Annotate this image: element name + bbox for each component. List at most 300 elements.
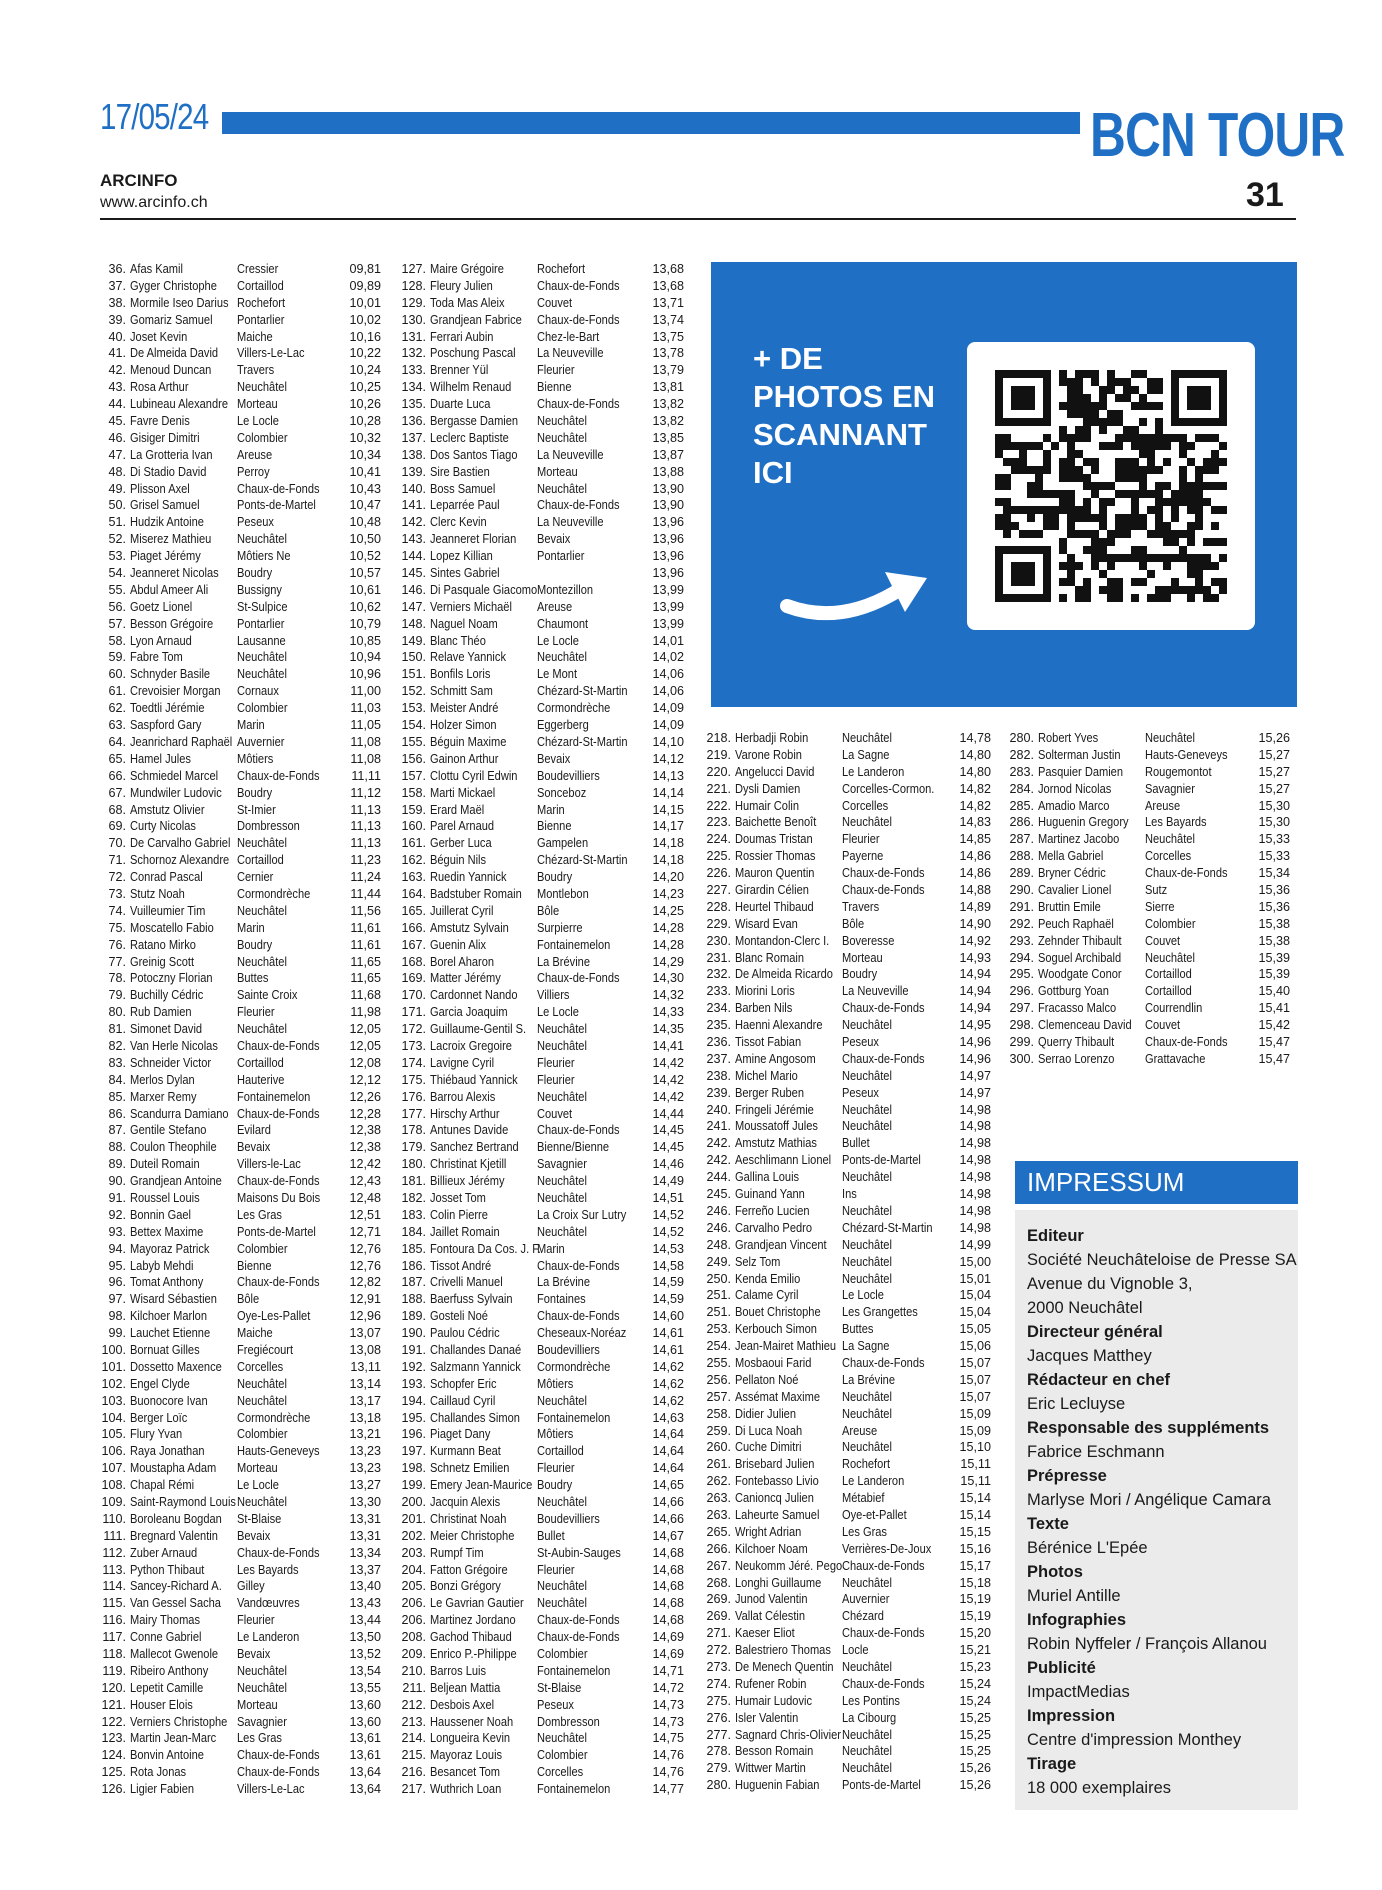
result-time: 14,94 bbox=[959, 1001, 991, 1016]
runner-city: Bienne bbox=[537, 819, 572, 834]
result-time: 13,37 bbox=[349, 1562, 381, 1577]
runner-name: Conne Gabriel bbox=[130, 1630, 202, 1645]
result-time: 13,34 bbox=[349, 1545, 381, 1560]
result-time: 14,13 bbox=[652, 768, 684, 783]
result-rank: 261. bbox=[706, 1457, 731, 1472]
result-row bbox=[400, 1258, 684, 1275]
result-time: 13,40 bbox=[349, 1579, 381, 1594]
result-time: 13,79 bbox=[652, 363, 684, 378]
result-rank: 53. bbox=[108, 549, 126, 564]
result-time: 12,43 bbox=[349, 1174, 381, 1189]
runner-name: Selz Tom bbox=[735, 1254, 781, 1269]
runner-city: Gampelen bbox=[537, 836, 589, 851]
result-rank: 212. bbox=[401, 1697, 426, 1712]
runner-name: Besson Romain bbox=[735, 1744, 814, 1759]
result-row bbox=[400, 1021, 684, 1038]
result-rank: 112. bbox=[102, 1545, 126, 1560]
photo-promo-box[interactable] bbox=[711, 262, 1297, 707]
result-rank: 199. bbox=[401, 1478, 426, 1493]
promo-text bbox=[753, 340, 953, 492]
runner-city: Colombier bbox=[537, 1647, 588, 1662]
publication-name: ARCINFO bbox=[100, 171, 178, 190]
runner-name: Berger Loïc bbox=[130, 1410, 188, 1425]
result-time: 11,05 bbox=[350, 718, 381, 733]
runner-city: Chaux-de-Fonds bbox=[237, 1106, 320, 1121]
result-row bbox=[100, 970, 381, 987]
runner-name: Peuch Raphaël bbox=[1038, 916, 1114, 931]
runner-name: Angelucci David bbox=[735, 764, 815, 779]
runner-name: Verniers Christophe bbox=[130, 1714, 228, 1729]
runner-city: Areuse bbox=[237, 447, 273, 462]
runner-city: Le Landeron bbox=[842, 764, 905, 779]
result-rank: 176. bbox=[401, 1089, 426, 1104]
result-row bbox=[400, 1562, 684, 1579]
result-rank: 68. bbox=[108, 802, 126, 817]
runner-name: Schneider Victor bbox=[130, 1055, 212, 1070]
result-rank: 100. bbox=[101, 1343, 126, 1357]
runner-city: Neuchâtel bbox=[842, 815, 892, 830]
result-rank: 111. bbox=[103, 1528, 126, 1543]
result-time: 12,38 bbox=[349, 1123, 381, 1138]
runner-city: Neuchâtel bbox=[237, 1495, 287, 1510]
runner-name: Salzmann Yannick bbox=[430, 1359, 521, 1374]
result-rank: 82. bbox=[108, 1038, 126, 1053]
result-time: 14,58 bbox=[652, 1258, 684, 1273]
runner-name: Bonzi Grégory bbox=[430, 1579, 501, 1594]
runner-name: Bonfils Loris bbox=[430, 667, 491, 682]
result-time: 13,50 bbox=[349, 1630, 381, 1645]
runner-city: Areuse bbox=[537, 599, 573, 614]
runner-city: Chaux-de-Fonds bbox=[237, 1765, 320, 1780]
result-time: 14,59 bbox=[652, 1292, 684, 1307]
result-rank: 80. bbox=[108, 1005, 126, 1020]
runner-city: Les Gras bbox=[237, 1207, 282, 1222]
result-time: 15,11 bbox=[960, 1457, 991, 1472]
result-row bbox=[100, 497, 381, 514]
result-rank: 98. bbox=[108, 1309, 126, 1324]
runner-name: Flury Yvan bbox=[130, 1427, 183, 1442]
result-row bbox=[400, 447, 684, 464]
result-row bbox=[400, 1410, 684, 1427]
result-rank: 169. bbox=[401, 971, 426, 986]
result-row bbox=[705, 1406, 991, 1423]
result-row bbox=[100, 1190, 381, 1207]
runner-city: Fleurier bbox=[537, 1461, 575, 1476]
result-time: 13,31 bbox=[349, 1511, 381, 1526]
result-rank: 173. bbox=[401, 1038, 426, 1053]
result-row bbox=[100, 1528, 381, 1545]
runner-city: Neuchâtel bbox=[537, 1495, 587, 1510]
runner-city: Bôle bbox=[537, 903, 560, 918]
impressum-label: Texte bbox=[1027, 1515, 1069, 1533]
result-rank: 165. bbox=[401, 903, 426, 918]
runner-name: Vuilleumier Tim bbox=[130, 903, 206, 918]
runner-city: Fontainemelon bbox=[537, 1410, 611, 1425]
runner-name: Erard Maël bbox=[430, 802, 485, 817]
runner-city: Neuchâtel bbox=[537, 1224, 587, 1239]
result-rank: 113. bbox=[102, 1562, 126, 1577]
runner-name: Lavigne Cyril bbox=[430, 1055, 495, 1070]
result-rank: 77. bbox=[108, 954, 126, 969]
runner-city: Chaux-de-Fonds bbox=[237, 1545, 320, 1560]
result-rank: 87. bbox=[108, 1123, 126, 1138]
runner-city: Fleurier bbox=[537, 1055, 575, 1070]
result-row bbox=[400, 954, 684, 971]
runner-name: Toedtli Jérémie bbox=[130, 701, 205, 716]
runner-city: Le Locle bbox=[237, 1478, 279, 1493]
result-row bbox=[100, 1021, 381, 1038]
result-rank: 258. bbox=[706, 1406, 731, 1421]
result-time: 10,52 bbox=[349, 549, 381, 564]
result-time: 14,92 bbox=[959, 933, 991, 948]
runner-name: Pellaton Noé bbox=[735, 1372, 799, 1387]
result-rank: 114. bbox=[102, 1579, 126, 1594]
impressum-value: Société Neuchâteloise de Presse SA bbox=[1027, 1251, 1297, 1269]
result-time: 15,33 bbox=[1258, 849, 1290, 864]
result-time: 14,76 bbox=[652, 1748, 684, 1763]
result-time: 15,19 bbox=[959, 1609, 991, 1624]
runner-city: Bevaix bbox=[237, 1528, 271, 1543]
runner-city: Chaumont bbox=[537, 616, 589, 631]
result-rank: 163. bbox=[401, 870, 426, 885]
runner-city: Cheseaux-Noréaz bbox=[537, 1326, 627, 1341]
impressum-label: Editeur bbox=[1027, 1227, 1084, 1245]
runner-city: Bevaix bbox=[237, 1647, 271, 1662]
result-rank: 52. bbox=[108, 532, 126, 547]
result-row bbox=[1008, 899, 1290, 916]
runner-city: Môtiers bbox=[237, 751, 274, 766]
result-time: 14,10 bbox=[652, 734, 684, 749]
result-rank: 37. bbox=[108, 278, 126, 293]
runner-city: Corcelles bbox=[537, 1765, 584, 1780]
runner-city: La Sagne bbox=[842, 1339, 890, 1354]
runner-name: Bruttin Emile bbox=[1038, 899, 1101, 914]
result-row bbox=[705, 1473, 991, 1490]
runner-name: Schmiedel Marcel bbox=[130, 768, 219, 783]
runner-name: Di Pasquale Giacomo bbox=[430, 582, 538, 597]
result-time: 15,04 bbox=[959, 1305, 991, 1320]
runner-name: Christinat Kjetill bbox=[430, 1157, 507, 1172]
result-row bbox=[100, 768, 381, 785]
result-time: 15,23 bbox=[959, 1659, 991, 1674]
result-time: 11,13 bbox=[350, 836, 381, 851]
result-rank: 298. bbox=[1009, 1018, 1034, 1033]
result-row bbox=[400, 1781, 684, 1798]
runner-city: Les Gras bbox=[237, 1731, 282, 1746]
result-time: 13,27 bbox=[349, 1478, 381, 1493]
result-rank: 126. bbox=[101, 1782, 126, 1797]
result-row bbox=[400, 1528, 684, 1545]
result-row bbox=[100, 1629, 381, 1646]
result-time: 12,26 bbox=[349, 1089, 381, 1104]
runner-city: Hauterive bbox=[237, 1072, 285, 1087]
result-time: 13,85 bbox=[652, 430, 684, 445]
runner-name: Tissot Fabian bbox=[735, 1035, 802, 1050]
result-row bbox=[1008, 814, 1290, 831]
result-time: 15,11 bbox=[960, 1474, 991, 1489]
result-row bbox=[400, 1730, 684, 1747]
runner-city: Neuchâtel bbox=[537, 1038, 587, 1053]
runner-name: Gerber Luca bbox=[430, 836, 492, 851]
runner-name: Carvalho Pedro bbox=[735, 1220, 813, 1235]
result-rank: 50. bbox=[108, 498, 126, 513]
result-rank: 275. bbox=[706, 1693, 731, 1708]
qr-code-icon[interactable] bbox=[967, 342, 1255, 630]
result-rank: 115. bbox=[102, 1596, 126, 1611]
results-column-3 bbox=[705, 730, 991, 1794]
result-rank: 203. bbox=[401, 1545, 426, 1560]
result-rank: 214. bbox=[401, 1731, 426, 1746]
result-time: 13,44 bbox=[349, 1613, 381, 1628]
runner-name: Fontebasso Livio bbox=[735, 1474, 819, 1489]
result-row bbox=[100, 785, 381, 802]
runner-name: Gomariz Samuel bbox=[130, 312, 213, 327]
runner-name: Mallecot Gwenole bbox=[130, 1647, 219, 1662]
result-row bbox=[400, 1156, 684, 1173]
publication-url[interactable]: www.arcinfo.ch bbox=[100, 194, 208, 211]
result-row bbox=[400, 734, 684, 751]
runner-name: Billieux Jérémy bbox=[430, 1174, 505, 1189]
result-time: 15,07 bbox=[959, 1389, 991, 1404]
result-time: 10,28 bbox=[349, 414, 381, 429]
result-time: 13,71 bbox=[652, 295, 684, 310]
result-row bbox=[705, 764, 991, 781]
runner-name: Holzer Simon bbox=[430, 718, 497, 733]
runner-name: Hamel Jules bbox=[130, 751, 191, 766]
header-rule bbox=[222, 112, 1080, 134]
result-time: 14,69 bbox=[652, 1647, 684, 1662]
result-time: 11,00 bbox=[350, 684, 381, 699]
runner-city: Neuchâtel bbox=[537, 430, 587, 445]
result-row bbox=[400, 1697, 684, 1714]
impressum-value: 2000 Neuchâtel bbox=[1027, 1299, 1143, 1317]
result-time: 14,30 bbox=[652, 971, 684, 986]
header-divider bbox=[100, 218, 1296, 220]
result-rank: 70. bbox=[108, 836, 126, 851]
result-rank: 43. bbox=[108, 380, 126, 395]
result-time: 15,33 bbox=[1258, 832, 1290, 847]
result-time: 14,28 bbox=[652, 920, 684, 935]
result-row bbox=[705, 1693, 991, 1710]
result-rank: 291. bbox=[1009, 899, 1034, 914]
result-row bbox=[705, 848, 991, 865]
result-rank: 257. bbox=[706, 1389, 731, 1404]
result-row bbox=[100, 1241, 381, 1258]
runner-name: Zehnder Thibault bbox=[1038, 933, 1122, 948]
result-rank: 89. bbox=[108, 1157, 126, 1172]
runner-name: Jean-Mairet Mathieu bbox=[735, 1339, 837, 1354]
runner-name: Jornod Nicolas bbox=[1038, 781, 1112, 796]
runner-city: Chaux-de-Fonds bbox=[237, 1748, 320, 1763]
result-rank: 282. bbox=[1009, 747, 1034, 762]
runner-name: Soguel Archibald bbox=[1038, 950, 1122, 965]
result-rank: 92. bbox=[108, 1207, 126, 1222]
result-rank: 162. bbox=[401, 853, 426, 868]
runner-city: Savagnier bbox=[237, 1714, 287, 1729]
runner-name: Girardin Célien bbox=[735, 883, 809, 898]
result-row bbox=[100, 1697, 381, 1714]
runner-city: Rochefort bbox=[842, 1457, 891, 1472]
result-rank: 285. bbox=[1009, 798, 1034, 813]
result-time: 12,96 bbox=[349, 1309, 381, 1324]
runner-city: Couvet bbox=[537, 1106, 573, 1121]
result-time: 14,98 bbox=[959, 1153, 991, 1168]
runner-city: Neuchâtel bbox=[237, 667, 287, 682]
runner-city: Rochefort bbox=[537, 262, 586, 276]
runner-name: Bornuat Gilles bbox=[130, 1343, 200, 1357]
result-row bbox=[400, 835, 684, 852]
runner-name: Guenin Alix bbox=[430, 937, 487, 952]
result-row bbox=[400, 1714, 684, 1731]
runner-city: Chaux-de-Fonds bbox=[537, 397, 620, 412]
runner-city: Bussigny bbox=[237, 582, 282, 597]
runner-city: Colombier bbox=[537, 1748, 588, 1763]
runner-city: Bevaix bbox=[537, 751, 571, 766]
result-row bbox=[100, 1291, 381, 1308]
runner-name: Wilhelm Renaud bbox=[430, 380, 512, 395]
runner-name: Borel Aharon bbox=[430, 954, 495, 969]
result-rank: 124. bbox=[101, 1748, 126, 1763]
result-row bbox=[705, 1254, 991, 1271]
runner-city: Neuchâtel bbox=[237, 1663, 287, 1678]
runner-city: Môtiers Ne bbox=[237, 549, 291, 564]
runner-city: Chaux-de-Fonds bbox=[237, 768, 320, 783]
result-rank: 290. bbox=[1009, 883, 1034, 898]
runner-city: Chaux-de-Fonds bbox=[537, 1123, 620, 1138]
runner-city: Chaux-de-Fonds bbox=[842, 1626, 925, 1641]
result-row bbox=[705, 983, 991, 1000]
result-row bbox=[1008, 747, 1290, 764]
result-row bbox=[400, 1629, 684, 1646]
runner-name: Scandurra Damiano bbox=[130, 1106, 229, 1121]
runner-name: Herbadji Robin bbox=[735, 731, 809, 745]
result-rank: 72. bbox=[108, 870, 126, 885]
result-rank: 131. bbox=[401, 329, 426, 344]
result-time: 10,16 bbox=[349, 329, 381, 344]
result-time: 14,90 bbox=[959, 916, 991, 931]
issue-date: 17/05/24 bbox=[100, 96, 209, 137]
result-rank: 133. bbox=[401, 363, 426, 378]
runner-city: Neuchâtel bbox=[842, 1170, 892, 1185]
result-rank: 295. bbox=[1009, 967, 1034, 982]
result-row bbox=[705, 1659, 991, 1676]
runner-city: Neuchâtel bbox=[537, 481, 587, 496]
result-time: 14,68 bbox=[652, 1579, 684, 1594]
runner-name: Hudzik Antoine bbox=[130, 515, 204, 530]
result-rank: 191. bbox=[401, 1343, 426, 1357]
runner-name: Béguin Maxime bbox=[430, 734, 507, 749]
result-row bbox=[400, 481, 684, 498]
result-row bbox=[1008, 1051, 1290, 1068]
result-rank: 287. bbox=[1009, 832, 1034, 847]
runner-name: Robert Yves bbox=[1038, 731, 1099, 745]
result-row bbox=[100, 1072, 381, 1089]
result-time: 10,96 bbox=[349, 667, 381, 682]
runner-name: Lepetit Camille bbox=[130, 1680, 204, 1695]
runner-name: Blanc Romain bbox=[735, 950, 804, 965]
result-row bbox=[100, 1274, 381, 1291]
result-rank: 48. bbox=[108, 464, 126, 479]
runner-name: Saint-Raymond Louis bbox=[130, 1495, 236, 1510]
result-row bbox=[400, 683, 684, 700]
results-column-4 bbox=[1008, 730, 1290, 1068]
runner-city: La Brévine bbox=[537, 1275, 590, 1290]
result-row bbox=[705, 882, 991, 899]
result-rank: 39. bbox=[108, 312, 126, 327]
result-time: 15,36 bbox=[1258, 883, 1290, 898]
result-rank: 71. bbox=[108, 853, 126, 868]
result-row bbox=[100, 852, 381, 869]
result-time: 11,65 bbox=[350, 971, 381, 986]
runner-city: Hauts-Geneveys bbox=[1145, 747, 1228, 762]
result-rank: 237. bbox=[706, 1051, 731, 1066]
result-rank: 253. bbox=[706, 1322, 731, 1337]
result-time: 13,14 bbox=[349, 1376, 381, 1391]
result-row bbox=[705, 1220, 991, 1237]
result-rank: 95. bbox=[108, 1258, 126, 1273]
result-time: 10,94 bbox=[349, 650, 381, 665]
runner-city: St-Sulpice bbox=[237, 599, 288, 614]
result-row bbox=[400, 1426, 684, 1443]
runner-name: Stutz Noah bbox=[130, 886, 185, 901]
runner-name: De Almeida Ricardo bbox=[735, 967, 833, 982]
result-row bbox=[1008, 1017, 1290, 1034]
runner-city: Neuchâtel bbox=[537, 1596, 587, 1611]
runner-city: Savagnier bbox=[537, 1157, 587, 1172]
result-time: 15,05 bbox=[959, 1322, 991, 1337]
runner-city: Neuchâtel bbox=[842, 1440, 892, 1455]
runner-name: Querry Thibault bbox=[1038, 1035, 1115, 1050]
result-time: 15,14 bbox=[959, 1507, 991, 1522]
result-row bbox=[100, 548, 381, 565]
runner-name: Lauchet Etienne bbox=[130, 1326, 211, 1341]
runner-city: Chaux-de-Fonds bbox=[237, 1038, 320, 1053]
result-row bbox=[400, 869, 684, 886]
runner-city: Chézard-St-Martin bbox=[537, 734, 628, 749]
result-rank: 96. bbox=[108, 1275, 126, 1290]
result-row bbox=[400, 261, 684, 278]
runner-name: Lopez Killian bbox=[430, 549, 493, 564]
result-row bbox=[100, 1426, 381, 1443]
result-time: 13,96 bbox=[652, 532, 684, 547]
runner-name: Fabre Tom bbox=[130, 650, 183, 665]
runner-name: Varone Robin bbox=[735, 747, 802, 762]
result-time: 15,16 bbox=[959, 1541, 991, 1556]
runner-name: Haenni Alexandre bbox=[735, 1018, 823, 1033]
runner-city: Maiche bbox=[237, 329, 273, 344]
promo-line: ICI bbox=[753, 455, 793, 490]
runner-city: Fleurier bbox=[237, 1005, 275, 1020]
runner-name: Calame Cyril bbox=[735, 1288, 799, 1303]
result-time: 11,61 bbox=[350, 920, 381, 935]
result-time: 14,20 bbox=[652, 870, 684, 885]
runner-name: Grisel Samuel bbox=[130, 498, 200, 513]
runner-city: Corcelles-Cormon. bbox=[842, 781, 935, 796]
result-rank: 244. bbox=[706, 1170, 731, 1185]
impressum-value: Jacques Matthey bbox=[1027, 1347, 1152, 1365]
result-time: 12,48 bbox=[349, 1190, 381, 1205]
result-row bbox=[400, 1139, 684, 1156]
result-time: 13,21 bbox=[349, 1427, 381, 1442]
result-row bbox=[400, 1511, 684, 1528]
result-time: 14,51 bbox=[652, 1190, 684, 1205]
result-row bbox=[705, 1727, 991, 1744]
result-rank: 110. bbox=[102, 1511, 126, 1526]
result-time: 10,41 bbox=[349, 464, 381, 479]
result-row bbox=[400, 295, 684, 312]
result-rank: 75. bbox=[108, 920, 126, 935]
result-rank: 204. bbox=[401, 1562, 426, 1577]
